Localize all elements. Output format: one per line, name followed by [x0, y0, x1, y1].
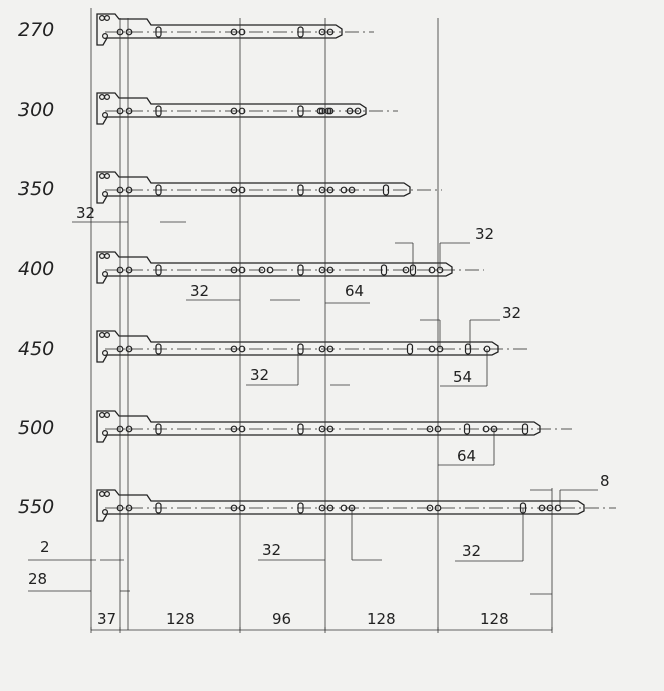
front-hole: [103, 431, 108, 436]
callout-450-32b: 32: [502, 304, 522, 322]
runner-rail-500: [97, 411, 572, 442]
front-hole: [103, 272, 108, 277]
front-hole: [105, 492, 110, 497]
bottom-dim-128a: 128: [166, 610, 195, 628]
length-label-550: 550: [18, 496, 55, 518]
runner-rail-400: [97, 252, 484, 283]
front-hole: [100, 174, 105, 179]
runner-rail-550: [97, 490, 616, 521]
callout-400-32b: 32: [475, 225, 495, 243]
front-hole: [103, 351, 108, 356]
front-hole: [100, 333, 105, 338]
runner-rail-450: [97, 331, 530, 362]
left-dim-2: 2: [40, 538, 50, 556]
front-hole: [103, 34, 108, 39]
callout-450-54: 54: [453, 368, 473, 386]
length-label-450: 450: [18, 338, 55, 360]
callout-450-32a: 32: [250, 366, 270, 384]
front-hole: [103, 510, 108, 515]
front-hole: [105, 16, 110, 21]
callout-550-32b: 32: [462, 542, 482, 560]
bottom-dim-128c: 128: [480, 610, 509, 628]
callout-350-32: 32: [76, 204, 96, 222]
callout-400-32a: 32: [190, 282, 210, 300]
callout-550-32a: 32: [262, 541, 282, 559]
front-hole: [105, 333, 110, 338]
front-hole: [103, 192, 108, 197]
front-hole: [100, 95, 105, 100]
rail-outline: [97, 14, 342, 45]
bottom-dim-37: 37: [97, 610, 117, 628]
length-label-400: 400: [18, 258, 55, 280]
front-hole: [105, 174, 110, 179]
left-dim-28: 28: [28, 570, 48, 588]
callout-400-64: 64: [345, 282, 365, 300]
runner-rail-270: [97, 14, 374, 45]
front-hole: [100, 16, 105, 21]
runner-rail-350: [97, 172, 442, 203]
rail-outline: [97, 93, 366, 124]
rail-outline: [97, 490, 584, 521]
front-hole: [103, 113, 108, 118]
bottom-dim-128b: 128: [367, 610, 396, 628]
length-label-350: 350: [18, 178, 55, 200]
front-hole: [100, 413, 105, 418]
length-label-270: 270: [18, 19, 55, 41]
bottom-dim-96: 96: [272, 610, 292, 628]
front-hole: [105, 254, 110, 259]
runner-rail-300: [97, 93, 398, 124]
length-label-300: 300: [18, 99, 55, 121]
callout-500-64: 64: [457, 447, 477, 465]
front-hole: [100, 492, 105, 497]
length-label-500: 500: [18, 417, 55, 439]
rail-outline: [97, 252, 452, 283]
rail-outline: [97, 172, 410, 203]
front-hole: [105, 95, 110, 100]
front-hole: [100, 254, 105, 259]
rail-outline: [97, 411, 540, 442]
callout-550-8: 8: [600, 472, 610, 490]
front-hole: [105, 413, 110, 418]
